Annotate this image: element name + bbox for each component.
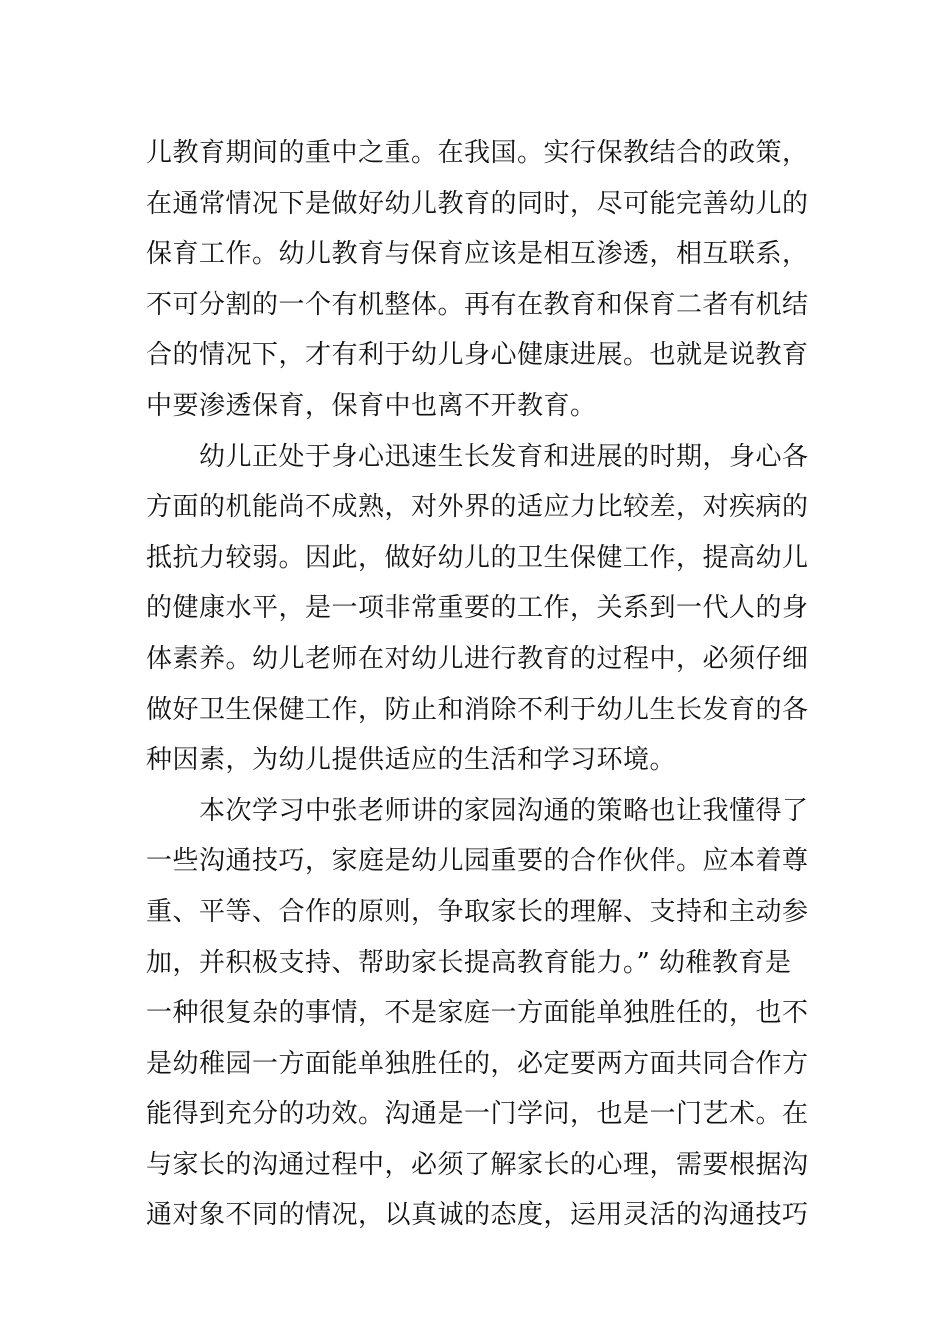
text-line: 抵抗力较弱。因此，做好幼儿的卫生保健工作，提高幼儿: [146, 542, 809, 573]
text-line: 种因素，为幼儿提供适应的生活和学习环境。: [146, 745, 677, 776]
text-line: 做好卫生保健工作，防止和消除不利于幼儿生长发育的各: [146, 694, 809, 725]
text-line: 加，并积极支持、帮助家长提高教育能力。” 幼稚教育是: [146, 947, 792, 978]
text-line: 能得到充分的功效。沟通是一门学问，也是一门艺术。在: [146, 1099, 809, 1130]
paragraph-1: [146, 128, 809, 432]
text-line: 儿教育期间的重中之重。在我国。实行保教结合的政策，: [146, 138, 809, 168]
text-line: 中要渗透保育，保育中也离不开教育。: [146, 390, 597, 421]
text-line: 重、平等、合作的原则，争取家长的理解、支持和主动参: [146, 896, 809, 927]
text-line: 与家长的沟通过程中，必须了解家长的心理，需要根据沟: [146, 1149, 809, 1180]
text-line: 不可分割的一个有机整体。再有在教育和保育二者有机结: [146, 289, 809, 320]
text-line: 通对象不同的情况，以真诚的态度，运用灵活的沟通技巧: [146, 1200, 809, 1231]
text-line: 方面的机能尚不成熟，对外界的适应力比较差，对疾病的: [146, 492, 809, 523]
text-line: 体素养。幼儿老师在对幼儿进行教育的过程中，必须仔细: [146, 643, 809, 674]
paragraph-2: [146, 432, 809, 786]
text-line: 是幼稚园一方面能单独胜任的，必定要两方面共同合作方: [146, 1048, 809, 1079]
text-line: 的健康水平，是一项非常重要的工作，关系到一代人的身: [146, 593, 809, 624]
document-body: [146, 128, 809, 1241]
text-line: 一种很复杂的事情，不是家庭一方面能单独胜任的，也不: [146, 998, 809, 1029]
text-line: 在通常情况下是做好幼儿教育的同时，尽可能完善幼儿的: [146, 188, 809, 219]
text-line: 本次学习中张老师讲的家园沟通的策略也让我懂得了: [146, 795, 809, 826]
text-line: 合的情况下，才有利于幼儿身心健康进展。也就是说教育: [146, 340, 809, 371]
paragraph-3: [146, 786, 809, 1241]
text-line: 幼儿正处于身心迅速生长发育和进展的时期，身心各: [146, 441, 809, 472]
text-line: 一些沟通技巧，家庭是幼儿园重要的合作伙伴。应本着尊: [146, 846, 809, 877]
text-line: 保育工作。幼儿教育与保育应该是相互渗透，相互联系，: [146, 239, 809, 270]
